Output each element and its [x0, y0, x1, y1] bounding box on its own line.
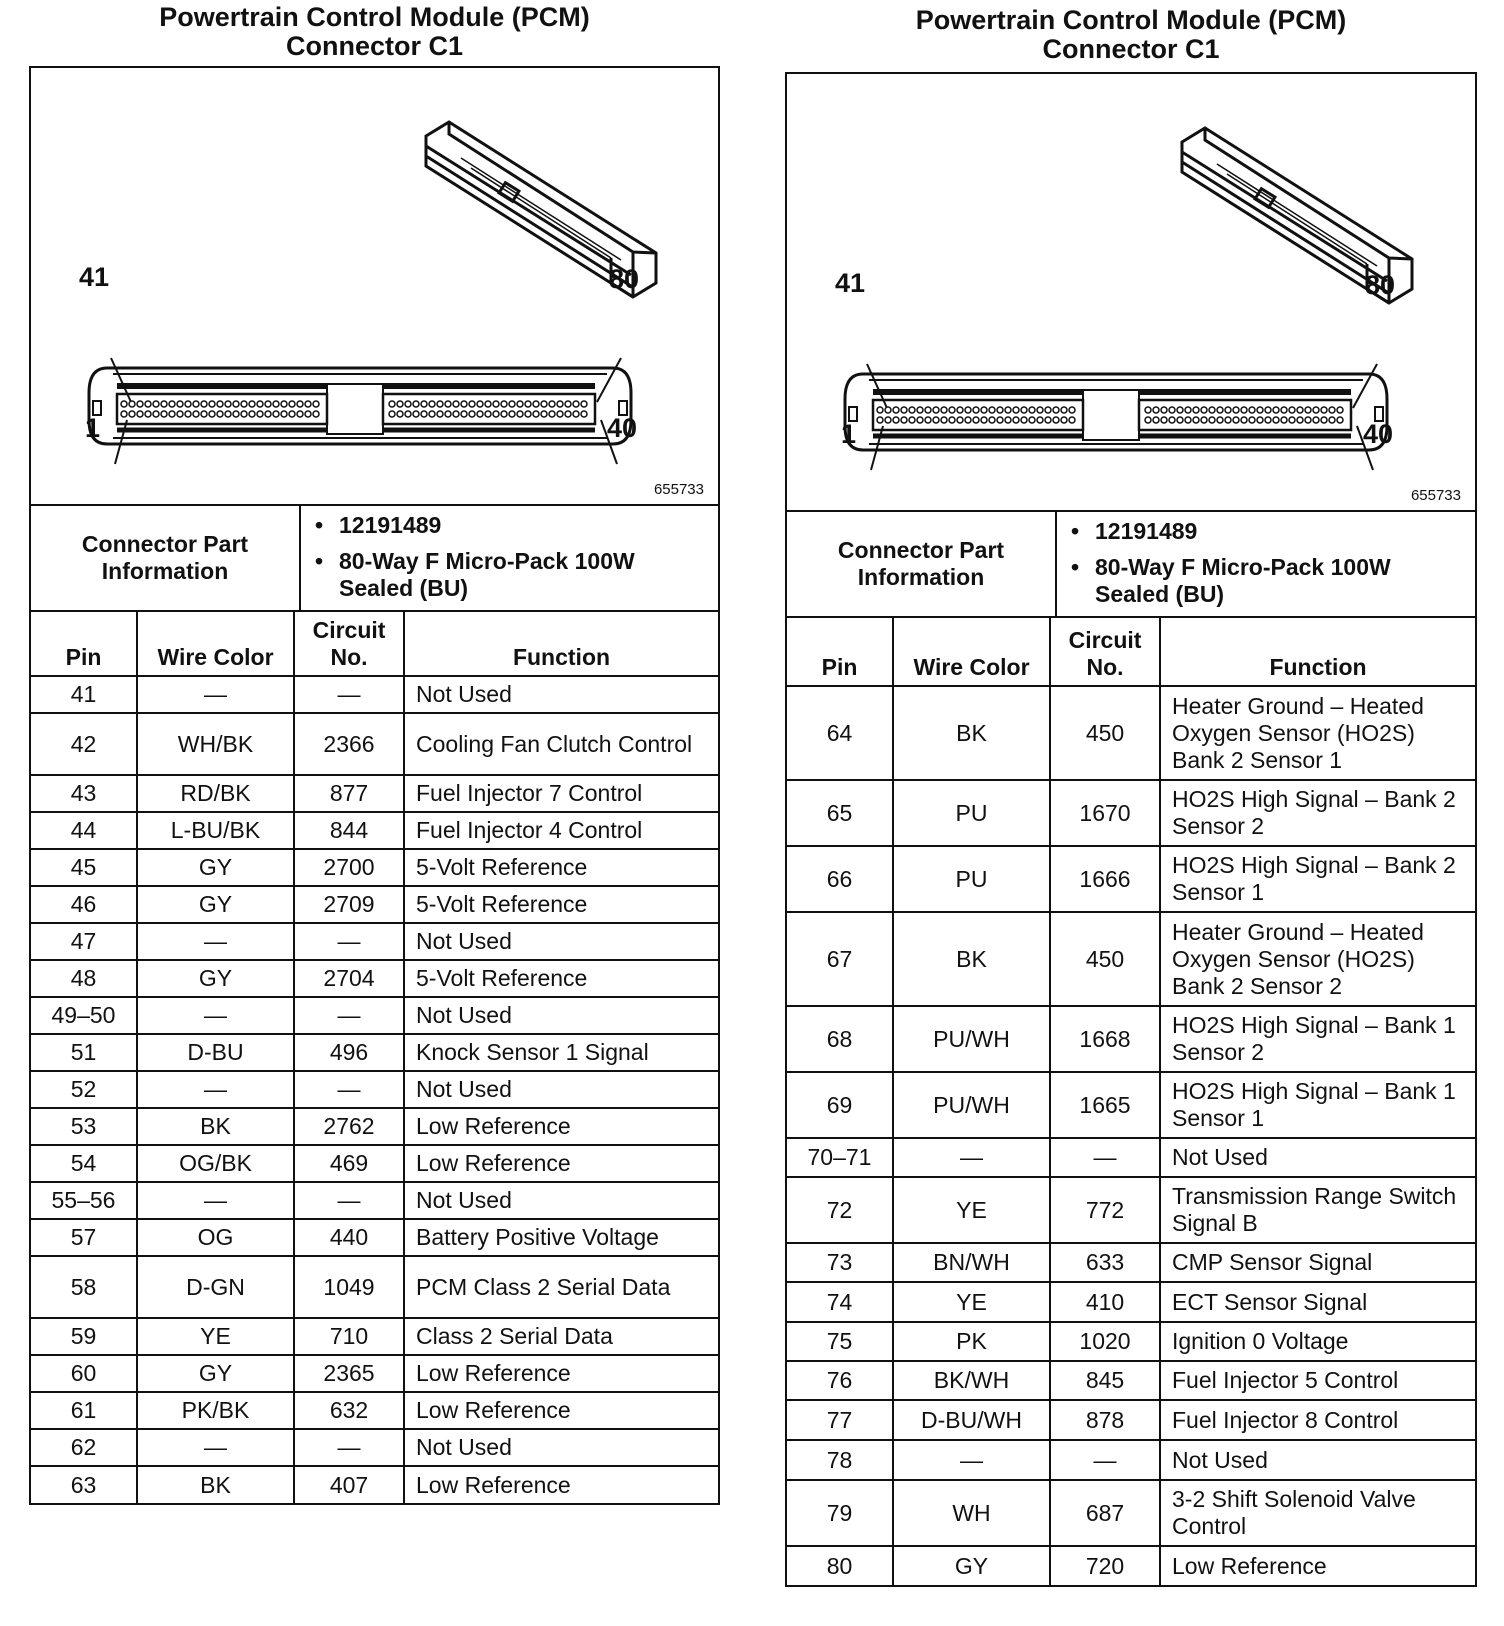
table-body [31, 676, 718, 1503]
cell-function: Low Reference [404, 1466, 718, 1503]
cell-function: Not Used [1160, 1440, 1475, 1480]
table-row [787, 1072, 1475, 1138]
cell-function: Fuel Injector 5 Control [1160, 1361, 1475, 1400]
table-row [787, 1006, 1475, 1072]
cell-function: Not Used [404, 923, 718, 960]
cell-wire-color: — [137, 997, 294, 1034]
cell-wire-color: YE [893, 1282, 1050, 1322]
cell-function: ECT Sensor Signal [1160, 1282, 1475, 1322]
cell-pin: 51 [31, 1034, 137, 1071]
cell-pin: 68 [787, 1006, 893, 1072]
cell-circuit: — [294, 923, 404, 960]
connector-frame [785, 72, 1477, 1587]
cell-pin: 64 [787, 686, 893, 780]
cell-wire-color: GY [137, 1355, 294, 1392]
cell-wire-color: BN/WH [893, 1243, 1050, 1282]
cell-circuit: 1666 [1050, 846, 1160, 912]
cell-circuit: — [294, 997, 404, 1034]
cell-wire-color: — [893, 1440, 1050, 1480]
header-pin: Pin [31, 612, 137, 676]
cell-circuit: 2700 [294, 849, 404, 886]
pin-label-top-right: 80 [1365, 270, 1396, 300]
table-row [31, 1182, 718, 1219]
connector-part-info [787, 512, 1475, 618]
cell-circuit: 1049 [294, 1256, 404, 1318]
cell-circuit: 1668 [1050, 1006, 1160, 1072]
table-row [31, 1466, 718, 1503]
cell-pin: 70–71 [787, 1138, 893, 1177]
table-row [31, 775, 718, 812]
cell-pin: 57 [31, 1219, 137, 1256]
cell-circuit: 720 [1050, 1546, 1160, 1585]
cell-function: Low Reference [404, 1355, 718, 1392]
cell-pin: 69 [787, 1072, 893, 1138]
header-circuit: Circuit No. [294, 612, 404, 676]
cell-function: CMP Sensor Signal [1160, 1243, 1475, 1282]
cell-pin: 78 [787, 1440, 893, 1480]
cell-function: 3-2 Shift Solenoid Valve Control [1160, 1480, 1475, 1546]
cell-pin: 48 [31, 960, 137, 997]
part-number: • 12191489 [339, 512, 718, 539]
cell-pin: 53 [31, 1108, 137, 1145]
table-row [787, 1480, 1475, 1546]
cell-function: Fuel Injector 7 Control [404, 775, 718, 812]
table-row [31, 1071, 718, 1108]
cell-function: Battery Positive Voltage [404, 1219, 718, 1256]
cell-wire-color: BK/WH [893, 1361, 1050, 1400]
cell-wire-color: — [137, 1071, 294, 1108]
cell-function: Not Used [404, 1071, 718, 1108]
cell-pin: 80 [787, 1546, 893, 1585]
pinout-table [31, 612, 718, 1503]
table-row [31, 1392, 718, 1429]
title-line-1: Powertrain Control Module (PCM) [915, 5, 1347, 35]
cell-wire-color: WH [893, 1480, 1050, 1546]
part-info-label: Connector Part Information [31, 506, 301, 610]
cell-circuit: 2365 [294, 1355, 404, 1392]
cell-function: Low Reference [404, 1145, 718, 1182]
table-row [787, 1282, 1475, 1322]
cell-wire-color: BK [893, 912, 1050, 1006]
cell-pin: 54 [31, 1145, 137, 1182]
cell-circuit: 450 [1050, 912, 1160, 1006]
cell-function: 5-Volt Reference [404, 886, 718, 923]
cell-circuit: 1670 [1050, 780, 1160, 846]
cell-wire-color: D-BU/WH [893, 1400, 1050, 1440]
title-line-1: Powertrain Control Module (PCM) [159, 2, 590, 32]
pin-label-top-left: 41 [79, 262, 110, 292]
cell-wire-color: BK [137, 1466, 294, 1503]
table-row [787, 780, 1475, 846]
table-row [31, 676, 718, 713]
connector-figure [787, 74, 1475, 512]
part-description: • 80-Way F Micro-Pack 100W Sealed (BU) [1095, 554, 1475, 608]
cell-pin: 49–50 [31, 997, 137, 1034]
table-row [787, 1440, 1475, 1480]
cell-wire-color: YE [893, 1177, 1050, 1243]
table-row [787, 1138, 1475, 1177]
cell-wire-color: RD/BK [137, 775, 294, 812]
header-wire-color: Wire Color [893, 618, 1050, 686]
table-row [787, 1546, 1475, 1585]
cell-circuit: 2709 [294, 886, 404, 923]
cell-wire-color: PU/WH [893, 1006, 1050, 1072]
cell-wire-color: — [893, 1138, 1050, 1177]
cell-circuit: — [1050, 1138, 1160, 1177]
table-row [31, 886, 718, 923]
cell-pin: 55–56 [31, 1182, 137, 1219]
cell-circuit: 469 [294, 1145, 404, 1182]
title-line-2: Connector C1 [1042, 34, 1220, 64]
table-row [31, 812, 718, 849]
cell-function: Low Reference [1160, 1546, 1475, 1585]
cell-function: Heater Ground – Heated Oxygen Sensor (HO2S) Bank 2 Sensor 1 [1160, 686, 1475, 780]
connector-part-info [31, 506, 718, 612]
cell-wire-color: PK/BK [137, 1392, 294, 1429]
cell-circuit: — [294, 1182, 404, 1219]
cell-wire-color: PU/WH [893, 1072, 1050, 1138]
figure-number: 655733 [1410, 487, 1461, 504]
cell-wire-color: OG [137, 1219, 294, 1256]
table-row [31, 1145, 718, 1182]
pin-label-bottom-left: 1 [85, 413, 101, 443]
cell-circuit: 496 [294, 1034, 404, 1071]
table-row [31, 1219, 718, 1256]
cell-pin: 73 [787, 1243, 893, 1282]
cell-circuit: — [294, 676, 404, 713]
table-row [31, 960, 718, 997]
table-header-row [31, 612, 718, 676]
table-header-row [787, 618, 1475, 686]
cell-function: Knock Sensor 1 Signal [404, 1034, 718, 1071]
cell-wire-color: PU [893, 846, 1050, 912]
cell-circuit: 878 [1050, 1400, 1160, 1440]
cell-circuit: 2366 [294, 713, 404, 775]
cell-wire-color: — [137, 1429, 294, 1466]
cell-circuit: 633 [1050, 1243, 1160, 1282]
cell-circuit: — [294, 1071, 404, 1108]
cell-circuit: 1665 [1050, 1072, 1160, 1138]
cell-circuit: 710 [294, 1318, 404, 1355]
cell-function: Cooling Fan Clutch Control [404, 713, 718, 775]
cell-wire-color: PU [893, 780, 1050, 846]
table-row [787, 1322, 1475, 1361]
header-circuit: Circuit No. [1050, 618, 1160, 686]
table-row [31, 1355, 718, 1392]
cell-wire-color: OG/BK [137, 1145, 294, 1182]
table-row [787, 1400, 1475, 1440]
cell-function: Fuel Injector 8 Control [1160, 1400, 1475, 1440]
cell-wire-color: PK [893, 1322, 1050, 1361]
cell-pin: 67 [787, 912, 893, 1006]
cell-pin: 60 [31, 1355, 137, 1392]
cell-function: Class 2 Serial Data [404, 1318, 718, 1355]
cell-pin: 72 [787, 1177, 893, 1243]
cell-circuit: 772 [1050, 1177, 1160, 1243]
cell-circuit: 1020 [1050, 1322, 1160, 1361]
figure-number: 655733 [653, 481, 704, 498]
cell-function: HO2S High Signal – Bank 1 Sensor 1 [1160, 1072, 1475, 1138]
table-row [31, 1256, 718, 1318]
cell-wire-color: GY [893, 1546, 1050, 1585]
cell-circuit: 877 [294, 775, 404, 812]
cell-circuit: 845 [1050, 1361, 1160, 1400]
pin-label-top-left: 41 [835, 268, 866, 298]
cell-wire-color: GY [137, 960, 294, 997]
cell-circuit: 687 [1050, 1480, 1160, 1546]
cell-wire-color: BK [137, 1108, 294, 1145]
cell-pin: 61 [31, 1392, 137, 1429]
cell-function: Low Reference [404, 1392, 718, 1429]
cell-pin: 44 [31, 812, 137, 849]
header-wire-color: Wire Color [137, 612, 294, 676]
cell-pin: 75 [787, 1322, 893, 1361]
pin-label-top-right: 80 [609, 264, 640, 294]
cell-wire-color: WH/BK [137, 713, 294, 775]
part-number: • 12191489 [1095, 518, 1475, 545]
cell-function: 5-Volt Reference [404, 960, 718, 997]
cell-pin: 79 [787, 1480, 893, 1546]
part-description: • 80-Way F Micro-Pack 100W Sealed (BU) [339, 548, 718, 602]
cell-circuit: 2704 [294, 960, 404, 997]
cell-wire-color: D-GN [137, 1256, 294, 1318]
cell-wire-color: L-BU/BK [137, 812, 294, 849]
cell-pin: 52 [31, 1071, 137, 1108]
table-row [31, 1034, 718, 1071]
cell-function: Fuel Injector 4 Control [404, 812, 718, 849]
cell-wire-color: GY [137, 849, 294, 886]
cell-function: HO2S High Signal – Bank 1 Sensor 2 [1160, 1006, 1475, 1072]
table-body [787, 686, 1475, 1585]
cell-pin: 63 [31, 1466, 137, 1503]
table-row [787, 846, 1475, 912]
cell-wire-color: D-BU [137, 1034, 294, 1071]
cell-circuit: 450 [1050, 686, 1160, 780]
header-function: Function [1160, 618, 1475, 686]
cell-pin: 41 [31, 676, 137, 713]
cell-pin: 76 [787, 1361, 893, 1400]
cell-pin: 45 [31, 849, 137, 886]
cell-function: 5-Volt Reference [404, 849, 718, 886]
header-function: Function [404, 612, 718, 676]
table-row [31, 923, 718, 960]
cell-function: Not Used [1160, 1138, 1475, 1177]
cell-circuit: — [1050, 1440, 1160, 1480]
cell-circuit: — [294, 1429, 404, 1466]
table-row [787, 1243, 1475, 1282]
part-info-values [301, 506, 718, 610]
cell-function: PCM Class 2 Serial Data [404, 1256, 718, 1318]
pin-label-bottom-left: 1 [841, 419, 857, 449]
cell-circuit: 632 [294, 1392, 404, 1429]
cell-pin: 58 [31, 1256, 137, 1318]
cell-pin: 42 [31, 713, 137, 775]
table-row [787, 1177, 1475, 1243]
table-row [787, 686, 1475, 780]
cell-pin: 74 [787, 1282, 893, 1322]
table-row [787, 1361, 1475, 1400]
cell-function: HO2S High Signal – Bank 2 Sensor 2 [1160, 780, 1475, 846]
cell-circuit: 844 [294, 812, 404, 849]
cell-function: Heater Ground – Heated Oxygen Sensor (HO2S) Bank 2 Sensor 2 [1160, 912, 1475, 1006]
pinout-table [787, 618, 1475, 1585]
panel-title [785, 0, 1477, 72]
cell-wire-color: GY [137, 886, 294, 923]
pin-label-bottom-right: 40 [607, 413, 638, 443]
part-info-values [1057, 512, 1475, 616]
panel-title [29, 0, 720, 66]
cell-wire-color: — [137, 923, 294, 960]
connector-frame [29, 66, 720, 1505]
cell-circuit: 2762 [294, 1108, 404, 1145]
cell-wire-color: — [137, 1182, 294, 1219]
cell-circuit: 407 [294, 1466, 404, 1503]
connector-figure [31, 68, 718, 506]
cell-pin: 77 [787, 1400, 893, 1440]
table-row [31, 849, 718, 886]
cell-pin: 65 [787, 780, 893, 846]
cell-wire-color: BK [893, 686, 1050, 780]
table-row [31, 1429, 718, 1466]
right-panel [785, 0, 1477, 1587]
title-line-2: Connector C1 [285, 31, 464, 61]
cell-function: HO2S High Signal – Bank 2 Sensor 1 [1160, 846, 1475, 912]
cell-circuit: 410 [1050, 1282, 1160, 1322]
cell-pin: 59 [31, 1318, 137, 1355]
cell-wire-color: YE [137, 1318, 294, 1355]
cell-pin: 46 [31, 886, 137, 923]
cell-pin: 66 [787, 846, 893, 912]
table-row [31, 713, 718, 775]
cell-function: Transmission Range Switch Signal B [1160, 1177, 1475, 1243]
cell-circuit: 440 [294, 1219, 404, 1256]
table-row [787, 912, 1475, 1006]
part-info-label: Connector Part Information [787, 512, 1057, 616]
left-panel [29, 0, 720, 1505]
cell-pin: 43 [31, 775, 137, 812]
table-row [31, 1108, 718, 1145]
cell-function: Not Used [404, 997, 718, 1034]
header-pin: Pin [787, 618, 893, 686]
table-row [31, 1318, 718, 1355]
cell-pin: 62 [31, 1429, 137, 1466]
cell-pin: 47 [31, 923, 137, 960]
cell-function: Not Used [404, 1429, 718, 1466]
table-row [31, 997, 718, 1034]
cell-wire-color: — [137, 676, 294, 713]
cell-function: Ignition 0 Voltage [1160, 1322, 1475, 1361]
pin-label-bottom-right: 40 [1363, 419, 1394, 449]
cell-function: Low Reference [404, 1108, 718, 1145]
cell-function: Not Used [404, 1182, 718, 1219]
cell-function: Not Used [404, 676, 718, 713]
